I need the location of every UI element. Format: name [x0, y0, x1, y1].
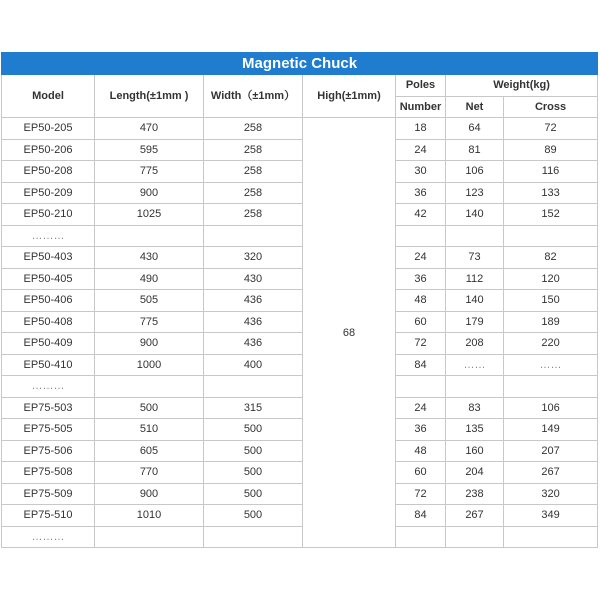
cell-width: 315: [204, 397, 303, 419]
cell-poles: 72: [396, 333, 446, 355]
cell-cross: [504, 225, 598, 247]
cell-poles: 48: [396, 440, 446, 462]
table-row: [2, 526, 598, 548]
cell-model: EP75-509: [2, 483, 95, 505]
table-row: [2, 419, 598, 441]
cell-net: 204: [446, 462, 504, 484]
cell-poles: 60: [396, 311, 446, 333]
table-row: [2, 505, 598, 527]
cell-width: 500: [204, 483, 303, 505]
cell-length: 510: [95, 419, 204, 441]
cell-width: 436: [204, 333, 303, 355]
cell-length: [95, 376, 204, 398]
cell-width: 258: [204, 182, 303, 204]
cell-width: 430: [204, 268, 303, 290]
cell-length: 605: [95, 440, 204, 462]
cell-model: EP50-408: [2, 311, 95, 333]
cell-model: EP75-503: [2, 397, 95, 419]
header-poles-number: Number: [396, 96, 446, 118]
cell-cross: 72: [504, 118, 598, 140]
cell-net: 160: [446, 440, 504, 462]
cell-length: 1025: [95, 204, 204, 226]
cell-cross: [504, 526, 598, 548]
cell-net: 112: [446, 268, 504, 290]
cell-poles: 72: [396, 483, 446, 505]
header-length: Length(±1mm ): [95, 75, 204, 118]
cell-net: ……: [446, 354, 504, 376]
cell-width: [204, 526, 303, 548]
cell-cross: 220: [504, 333, 598, 355]
cell-net: 106: [446, 161, 504, 183]
magnetic-chuck-table-container: [1, 52, 597, 548]
cell-cross: 133: [504, 182, 598, 204]
cell-net: [446, 526, 504, 548]
cell-model: EP50-406: [2, 290, 95, 312]
header-net: Net: [446, 96, 504, 118]
cell-model: EP50-410: [2, 354, 95, 376]
table-row: [2, 290, 598, 312]
cell-model: EP50-405: [2, 268, 95, 290]
table-row: [2, 397, 598, 419]
cell-poles: 84: [396, 505, 446, 527]
cell-width: 320: [204, 247, 303, 269]
table-row: [2, 247, 598, 269]
cell-net: 135: [446, 419, 504, 441]
cell-width: 258: [204, 204, 303, 226]
cell-poles: 36: [396, 268, 446, 290]
cell-net: 267: [446, 505, 504, 527]
cell-model: EP50-403: [2, 247, 95, 269]
cell-net: [446, 376, 504, 398]
header-width: Width（±1mm）: [204, 75, 303, 118]
cell-length: 775: [95, 161, 204, 183]
cell-model: ………: [2, 225, 95, 247]
cell-poles: 24: [396, 397, 446, 419]
cell-poles: 60: [396, 462, 446, 484]
header-weight: Weight(kg): [446, 75, 598, 97]
cell-net: 83: [446, 397, 504, 419]
cell-length: 1000: [95, 354, 204, 376]
cell-width: 500: [204, 440, 303, 462]
cell-cross: 150: [504, 290, 598, 312]
cell-width: 500: [204, 505, 303, 527]
cell-width: 436: [204, 311, 303, 333]
cell-length: 900: [95, 333, 204, 355]
cell-net: 208: [446, 333, 504, 355]
cell-net: 73: [446, 247, 504, 269]
cell-length: 775: [95, 311, 204, 333]
cell-poles: 30: [396, 161, 446, 183]
cell-cross: 320: [504, 483, 598, 505]
table-body: [2, 118, 598, 548]
table-row: [2, 483, 598, 505]
cell-net: 179: [446, 311, 504, 333]
cell-poles: 48: [396, 290, 446, 312]
cell-cross: 267: [504, 462, 598, 484]
table-row: [2, 268, 598, 290]
table-row: [2, 333, 598, 355]
table-row: [2, 440, 598, 462]
cell-model: EP50-209: [2, 182, 95, 204]
header-cross: Cross: [504, 96, 598, 118]
table-row: [2, 204, 598, 226]
cell-poles: 24: [396, 139, 446, 161]
table-row: [2, 161, 598, 183]
cell-width: 258: [204, 118, 303, 140]
cell-length: 430: [95, 247, 204, 269]
cell-length: 595: [95, 139, 204, 161]
header-poles: Poles: [396, 75, 446, 97]
header-high: High(±1mm): [303, 75, 396, 118]
cell-cross: 152: [504, 204, 598, 226]
cell-cross: [504, 376, 598, 398]
cell-model: EP75-506: [2, 440, 95, 462]
cell-net: 238: [446, 483, 504, 505]
cell-model: EP75-505: [2, 419, 95, 441]
cell-model: EP50-206: [2, 139, 95, 161]
cell-width: [204, 376, 303, 398]
cell-net: 140: [446, 290, 504, 312]
cell-model: EP75-510: [2, 505, 95, 527]
cell-length: 500: [95, 397, 204, 419]
table-row: [2, 118, 598, 140]
cell-poles: [396, 376, 446, 398]
table-row: [2, 139, 598, 161]
cell-poles: 36: [396, 419, 446, 441]
magnetic-chuck-table: [1, 52, 598, 548]
cell-width: 500: [204, 462, 303, 484]
cell-model: EP50-210: [2, 204, 95, 226]
cell-length: 490: [95, 268, 204, 290]
table-row: [2, 376, 598, 398]
cell-length: 505: [95, 290, 204, 312]
cell-poles: [396, 526, 446, 548]
cell-cross: 89: [504, 139, 598, 161]
cell-width: 500: [204, 419, 303, 441]
cell-cross: 149: [504, 419, 598, 441]
cell-cross: ……: [504, 354, 598, 376]
cell-net: 140: [446, 204, 504, 226]
table-row: [2, 225, 598, 247]
header-model: Model: [2, 75, 95, 118]
cell-width: [204, 225, 303, 247]
cell-poles: 42: [396, 204, 446, 226]
cell-model: EP50-208: [2, 161, 95, 183]
table-row: [2, 354, 598, 376]
cell-net: [446, 225, 504, 247]
cell-width: 258: [204, 161, 303, 183]
cell-cross: 189: [504, 311, 598, 333]
cell-net: 81: [446, 139, 504, 161]
cell-cross: 106: [504, 397, 598, 419]
cell-width: 400: [204, 354, 303, 376]
cell-cross: 349: [504, 505, 598, 527]
cell-cross: 207: [504, 440, 598, 462]
cell-length: 1010: [95, 505, 204, 527]
cell-poles: 36: [396, 182, 446, 204]
cell-net: 64: [446, 118, 504, 140]
cell-poles: 24: [396, 247, 446, 269]
cell-poles: 84: [396, 354, 446, 376]
cell-length: [95, 225, 204, 247]
table-row: [2, 182, 598, 204]
cell-model: EP50-409: [2, 333, 95, 355]
cell-length: 470: [95, 118, 204, 140]
cell-length: 770: [95, 462, 204, 484]
cell-cross: 120: [504, 268, 598, 290]
table-row: [2, 462, 598, 484]
cell-length: 900: [95, 483, 204, 505]
cell-poles: 18: [396, 118, 446, 140]
cell-model: EP75-508: [2, 462, 95, 484]
table-row: [2, 311, 598, 333]
cell-length: [95, 526, 204, 548]
table-title: Magnetic Chuck: [2, 53, 598, 75]
cell-length: 900: [95, 182, 204, 204]
cell-model: ………: [2, 526, 95, 548]
cell-cross: 116: [504, 161, 598, 183]
cell-width: 436: [204, 290, 303, 312]
cell-model: ………: [2, 376, 95, 398]
cell-cross: 82: [504, 247, 598, 269]
cell-poles: [396, 225, 446, 247]
cell-net: 123: [446, 182, 504, 204]
cell-width: 258: [204, 139, 303, 161]
cell-model: EP50-205: [2, 118, 95, 140]
cell-high-merged: 68: [303, 118, 396, 548]
